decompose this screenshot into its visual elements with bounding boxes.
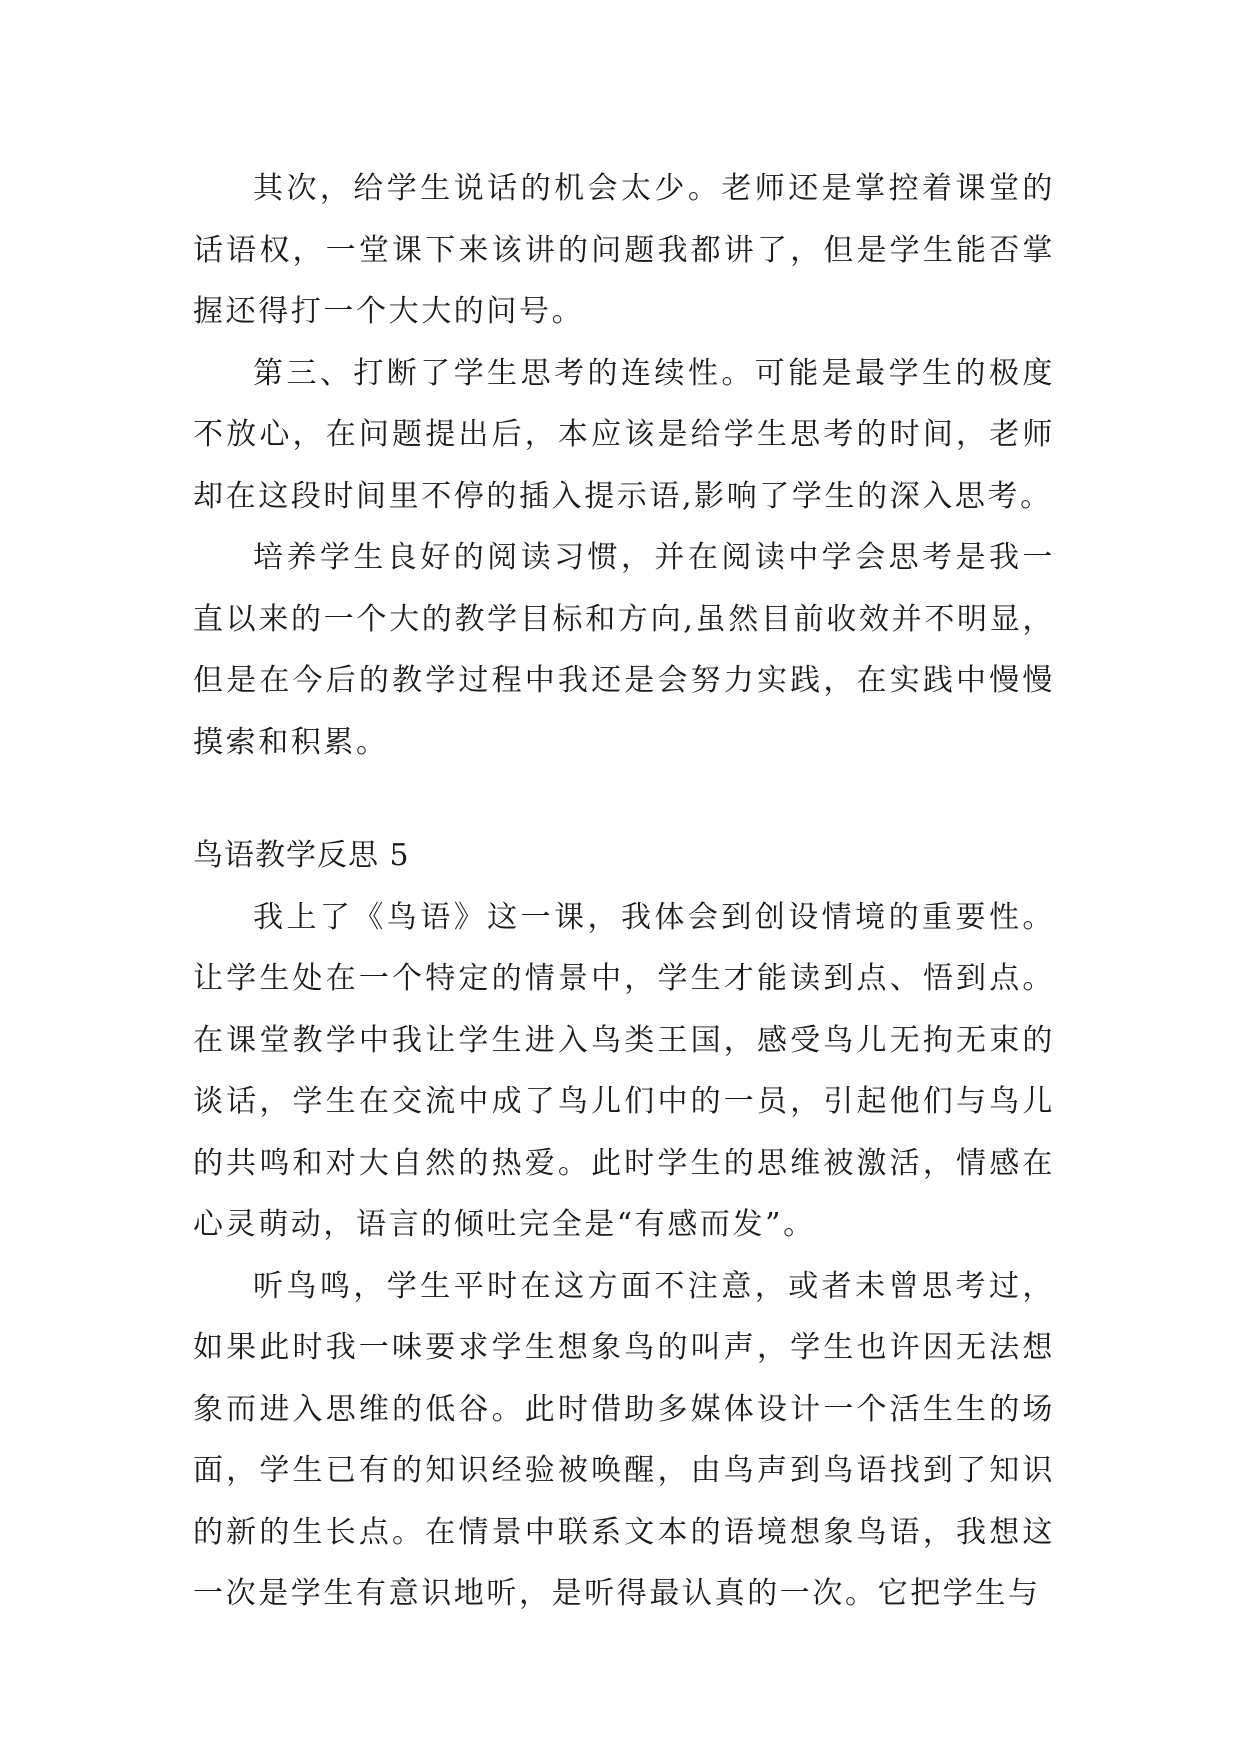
section-gap	[193, 773, 1055, 825]
paragraph-4: 我上了《鸟语》这一课，我体会到创设情境的重要性。让学生处在一个特定的情景中，学生才能读到点、悟到点。在课堂教学中我让学生进入鸟类王国，感受鸟儿无拘无束的谈话，学生在交流中成了鸟儿们中的一员，引起他们与鸟儿的共鸣和对大自然的热爱。此时学生的思维被激活，情感在心灵萌动，语言的倾吐完全是“有感而发”。	[193, 899, 1055, 1242]
document-body	[193, 158, 1055, 1625]
paragraph-3: 培养学生良好的阅读习惯，并在阅读中学会思考是我一直以来的一个大的教学目标和方向,虽然目前收效并不明显，但是在今后的教学过程中我还是会努力实践，在实践中慢慢摸索和积累。	[193, 540, 1055, 760]
paragraph-2: 第三、打断了学生思考的连续性。可能是最学生的极度不放心，在问题提出后，本应该是给学生思考的时间，老师却在这段时间里不停的插入提示语,影响了学生的深入思考。	[193, 355, 1055, 514]
section-title: 鸟语教学反思 5	[193, 838, 410, 873]
paragraph-1: 其次，给学生说话的机会太少。老师还是掌控着课堂的话语权，一堂课下来该讲的问题我都讲了，但是学生能否掌握还得打一个大大的问号。	[193, 171, 1055, 329]
paragraph-5: 听鸟鸣，学生平时在这方面不注意，或者未曾思考过，如果此时我一味要求学生想象鸟的叫声，学生也许因无法想象而进入思维的低谷。此时借助多媒体设计一个活生生的场面，学生已有的知识经验被唤醒，由鸟声到鸟语找到了知识的新的生长点。在情景中联系文本的语境想象鸟语，我想这一次是学生有意识地听，是听得最认真的一次。它把学生与	[193, 1268, 1055, 1611]
